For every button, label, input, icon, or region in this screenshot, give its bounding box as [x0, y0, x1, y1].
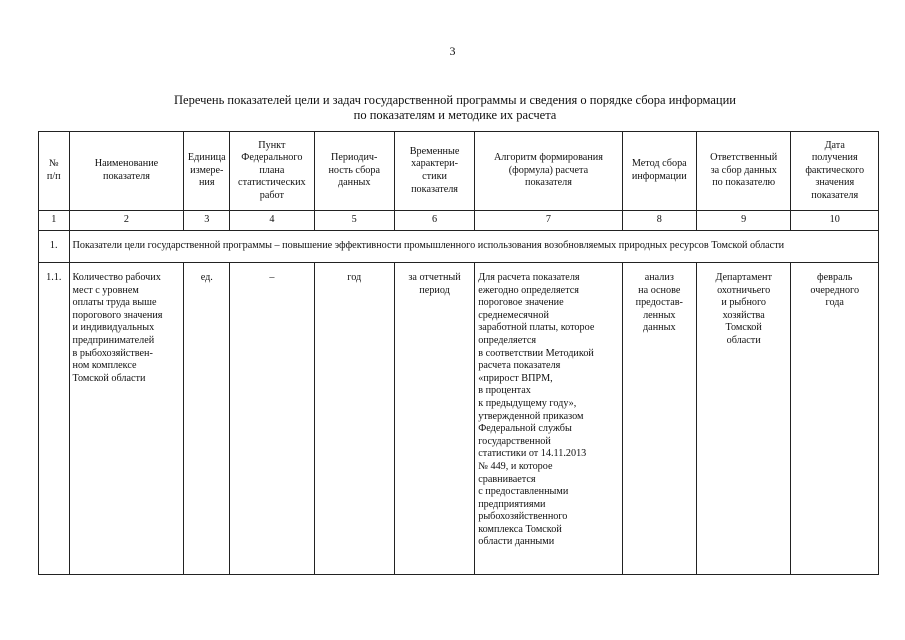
text-line: показателя [411, 183, 458, 195]
text-line: за сбор данных [710, 164, 777, 176]
text-line: Департамент [715, 272, 772, 283]
text-line: показателя [811, 189, 859, 201]
unit: ед. [184, 263, 230, 575]
text-line: ния [198, 177, 215, 189]
text-line: расчета показателя [478, 360, 561, 372]
header-cell [696, 132, 791, 211]
text-line: фактического [805, 164, 865, 176]
title-line-1: Перечень показателей цели и задач государственной программы и сведения о порядке сбора информации [174, 93, 736, 107]
text-line: очередного [810, 284, 860, 296]
document-title [110, 93, 800, 123]
text-line: Единица [187, 152, 226, 164]
header-cell [230, 132, 314, 211]
section-row [39, 231, 879, 263]
indicators-table [38, 131, 879, 575]
algorithm [475, 263, 622, 575]
text-line: года [825, 297, 844, 309]
text-line: в процентах [478, 385, 531, 397]
text-line: в соответствии Методикой [478, 347, 594, 359]
text-line: показателя [525, 177, 572, 189]
header-cell [314, 132, 394, 211]
text-line: Наименование [94, 158, 159, 170]
header-cell [622, 132, 696, 211]
text-line: и индивидуальных [72, 322, 155, 334]
text-line: утвержденной приказом [478, 410, 584, 422]
text-line: предприятиями [478, 498, 546, 510]
column-number: 1 [39, 211, 70, 231]
time-characteristics [394, 263, 474, 575]
text-line: Ответственный [710, 152, 778, 164]
header-cell [69, 132, 184, 211]
column-number: 9 [696, 211, 791, 231]
text-line: Пункт [258, 139, 286, 151]
text-line: плана [259, 164, 285, 176]
text-line: ность сбора [328, 164, 380, 176]
header-row [39, 132, 879, 211]
text-line: информации [631, 171, 687, 182]
text-line: заработной платы, которое [478, 322, 595, 334]
text-line: Временные [409, 145, 460, 157]
collection-method [622, 263, 696, 575]
section-text: Показатели цели государственной программы – повышение эффективности промышленного использования возобновляемых природных ресурсов Томской области [69, 231, 879, 263]
column-number: 10 [791, 211, 879, 231]
text-line: с предоставленными [478, 486, 569, 498]
text-line: к предыдущему году», [478, 397, 577, 409]
text-line: февраль [817, 272, 853, 283]
text-line: Федеральной службы [478, 423, 572, 435]
header-cell [791, 132, 879, 211]
responsible [696, 263, 791, 575]
column-number-row [39, 211, 879, 231]
text-line: охотничьего [717, 284, 771, 296]
text-line: измере- [190, 164, 224, 176]
text-line: в рыбохозяйствен- [72, 347, 153, 359]
text-line: оплаты труда выше [72, 297, 157, 309]
text-line: Томской области [72, 372, 146, 384]
text-line: предпринимателей [72, 334, 155, 346]
text-line: Периодич- [331, 152, 378, 164]
text-line: Дата [824, 139, 845, 151]
text-line: Федерального [241, 152, 303, 164]
header-cell [39, 132, 70, 211]
column-number: 4 [230, 211, 314, 231]
text-line: рыбохозяйственного [478, 511, 568, 523]
header-cell [475, 132, 622, 211]
text-line: по показателю [712, 177, 776, 189]
column-number: 6 [394, 211, 474, 231]
text-line: статистики от 14.11.2013 [478, 448, 587, 460]
indicator-name [69, 263, 184, 575]
text-line: ном комплексе [72, 360, 137, 372]
plan-item: – [230, 263, 314, 575]
text-line: среднемесячной [478, 309, 549, 321]
text-line: Для расчета показателя [478, 272, 580, 283]
text-line: за отчетный [408, 272, 461, 283]
text-line: ежегодно определяется [478, 284, 579, 296]
text-line: работ [259, 189, 284, 201]
text-line: период [419, 284, 450, 296]
text-line: данных [337, 177, 371, 189]
text-line: Количество рабочих [72, 272, 161, 283]
text-line: области [726, 334, 761, 346]
column-number: 2 [69, 211, 184, 231]
column-number: 3 [184, 211, 230, 231]
text-line: на основе [638, 284, 681, 296]
text-line: № 449, и которое [478, 460, 553, 472]
page-number: 3 [449, 44, 456, 58]
text-line: мест с уровнем [72, 284, 139, 296]
text-line: пороговое значение [478, 297, 564, 309]
title-line-2: по показателям и методике их расчета [353, 108, 557, 122]
header-cell [184, 132, 230, 211]
text-line: данных [643, 322, 676, 334]
column-number: 5 [314, 211, 394, 231]
text-line: государственной [478, 435, 551, 447]
text-line: предостав- [635, 297, 683, 309]
text-line: Томской [725, 322, 762, 334]
text-line: Алгоритм формирования [493, 152, 603, 164]
text-line: стики [422, 171, 447, 182]
text-line: (формула) расчета [508, 164, 589, 176]
text-line: № [48, 158, 59, 170]
text-line: Метод сбора [631, 158, 687, 170]
text-line: хозяйства [722, 309, 765, 321]
actual-value-date [791, 263, 879, 575]
text-line: получения [811, 152, 858, 164]
text-line: анализ [644, 272, 674, 283]
text-line: сравнивается [478, 473, 536, 485]
text-line: определяется [478, 334, 537, 346]
text-line: области данными [478, 536, 555, 548]
row-number: 1.1. [39, 263, 70, 575]
text-line: порогового значения [72, 309, 163, 321]
text-line: значения [815, 177, 855, 189]
text-line: показателя [103, 171, 150, 182]
text-line: характери- [411, 158, 458, 170]
text-line: «прирост ВПРМ, [478, 372, 553, 384]
periodicity: год [314, 263, 394, 575]
text-line: и рыбного [721, 297, 767, 309]
column-number: 7 [475, 211, 622, 231]
column-number: 8 [622, 211, 696, 231]
text-line: статистических [238, 177, 306, 189]
text-line: ленных [643, 309, 676, 321]
text-line: комплекса Томской [478, 523, 562, 535]
section-number: 1. [39, 231, 70, 263]
header-cell [394, 132, 474, 211]
table-row [39, 263, 879, 575]
text-line: п/п [46, 171, 61, 182]
